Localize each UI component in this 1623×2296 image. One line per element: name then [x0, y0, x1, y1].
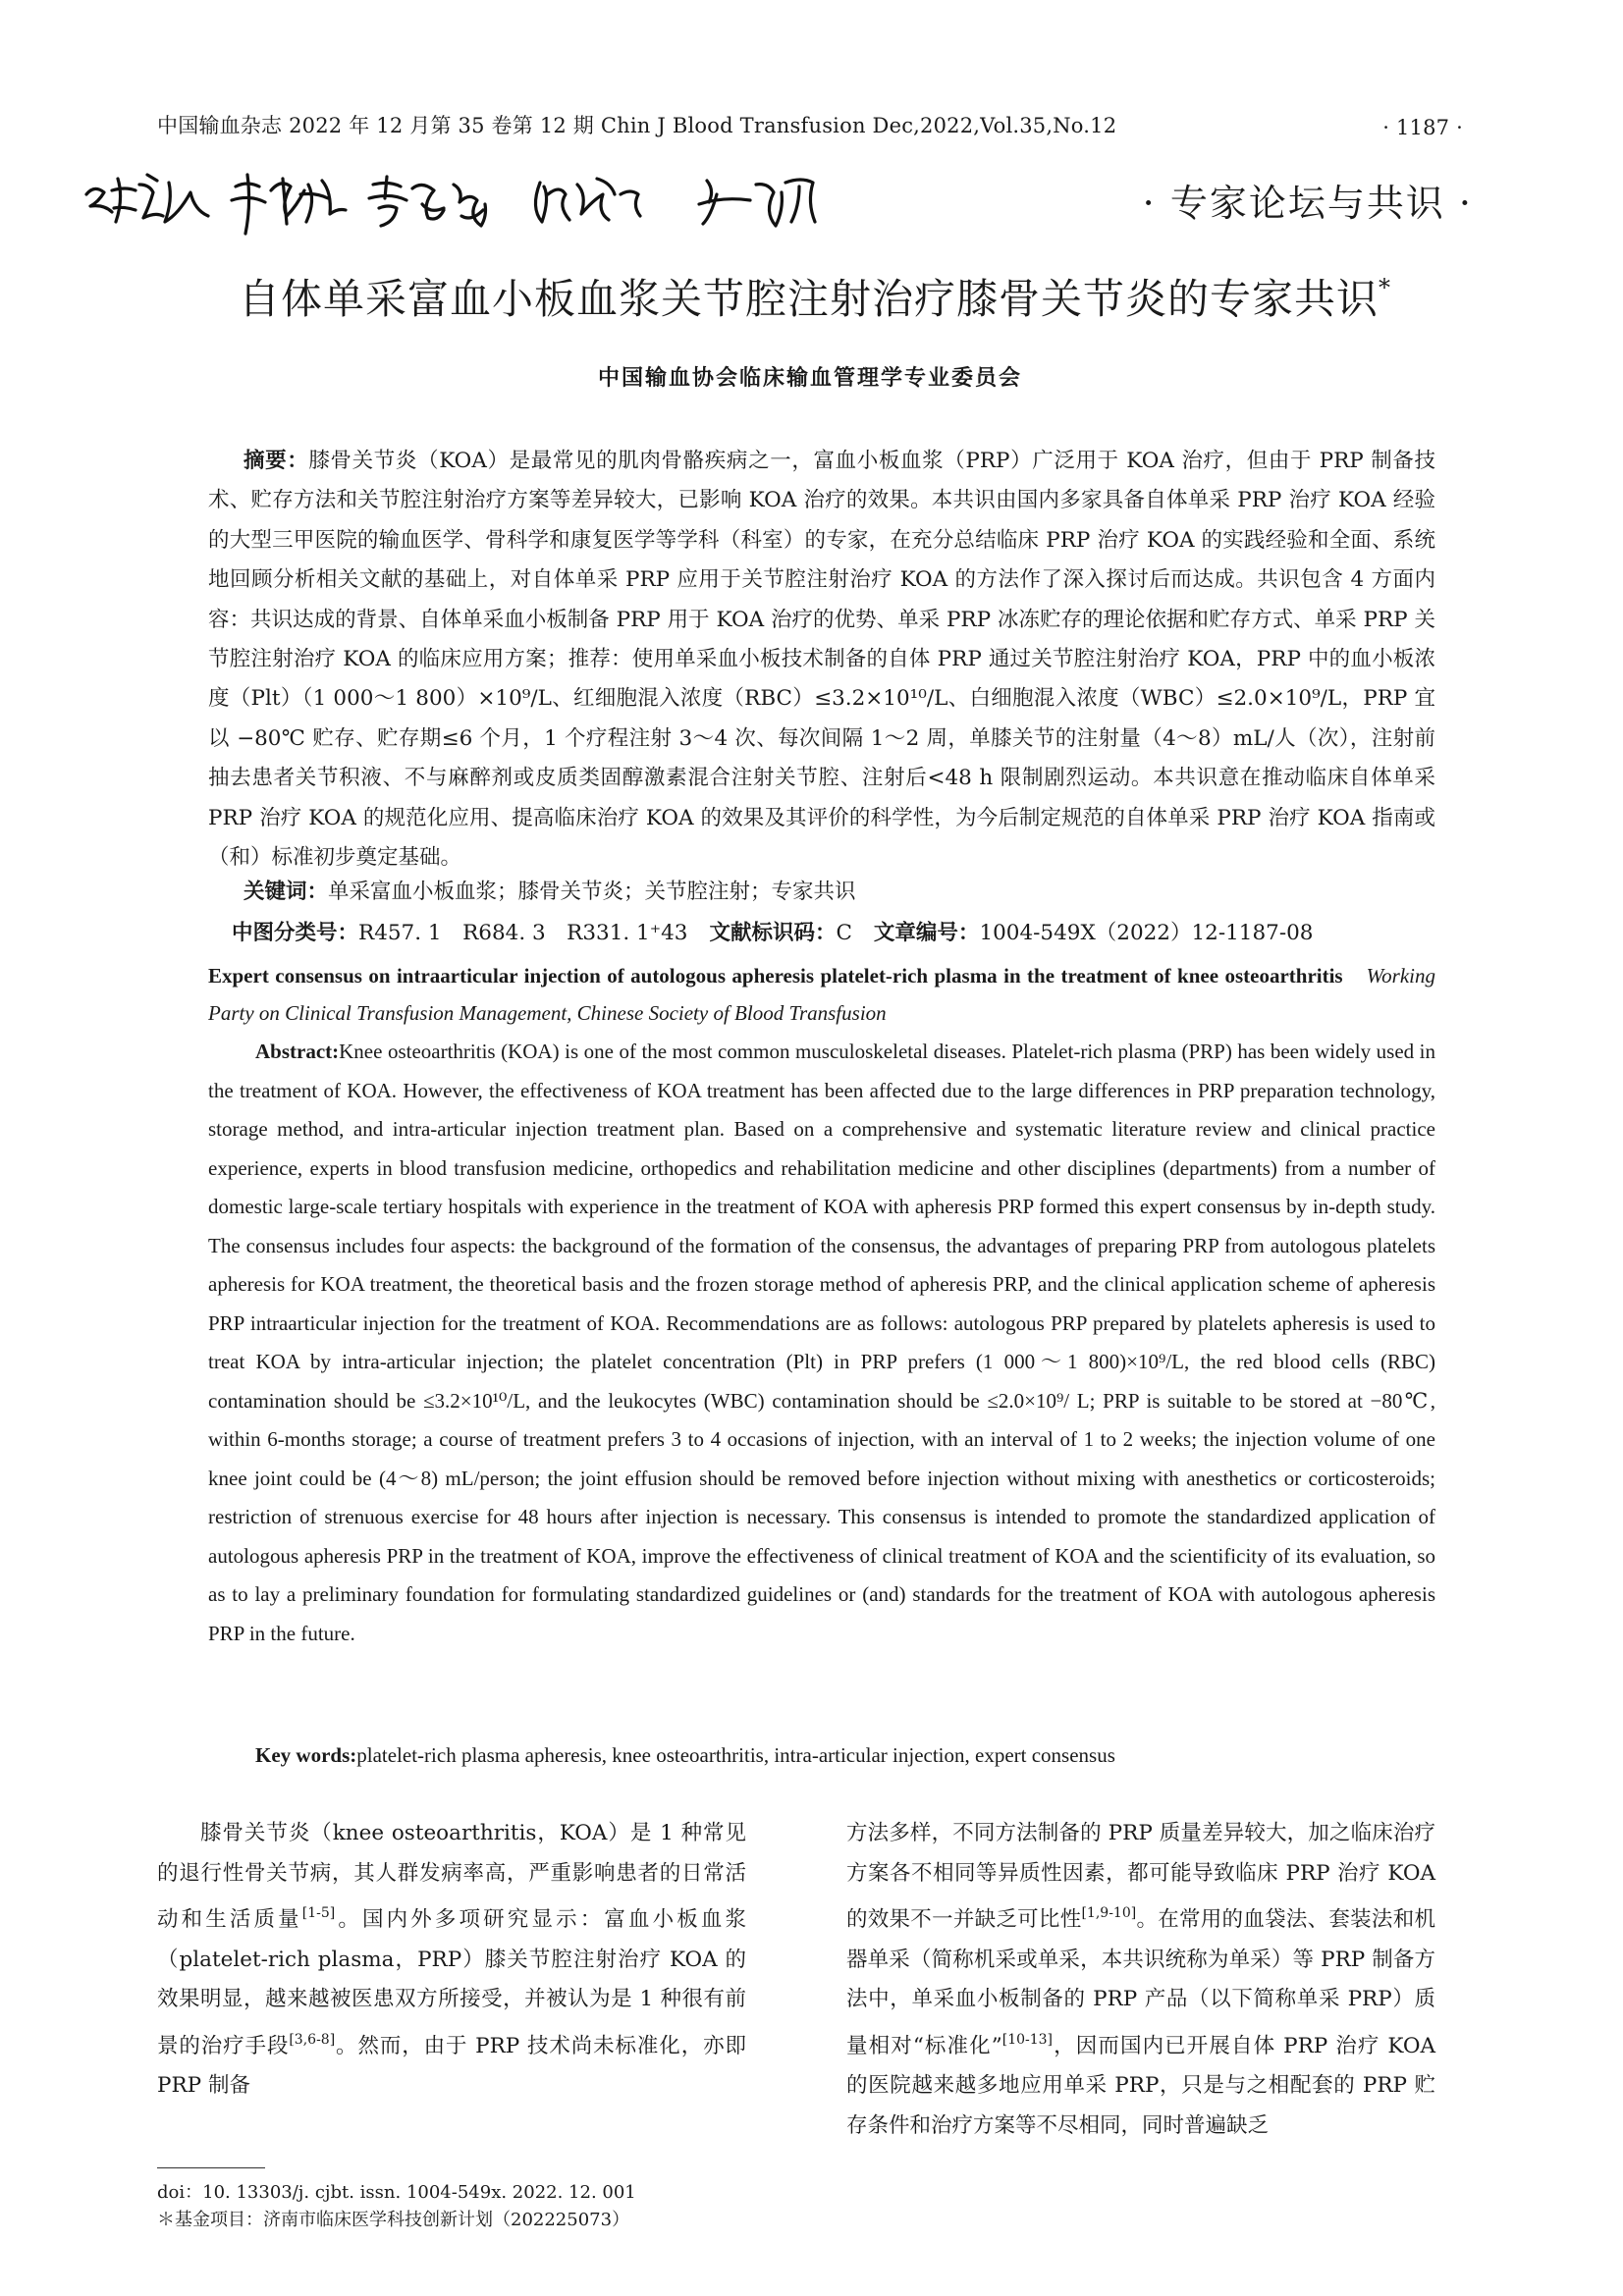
journal-line: 中国输血杂志 2022 年 12 月第 35 卷第 12 期 Chin J Blood Transfusion Dec,2022,Vol.35,No.12 [157, 114, 1117, 137]
page-number: · 1187 · [1382, 116, 1463, 139]
signature-3 [369, 177, 486, 226]
body-right-column [846, 1814, 1435, 2236]
abstract-cn-text: 膝骨关节炎（KOA）是最常见的肌肉骨骼疾病之一，富血小板血浆（PRP）广泛用于 KOA 治疗，但由于 PRP 制备技术、贮存方法和关节腔注射治疗方案等差异较大，已影响 KOA 治疗的效果。本共识由国内多家具备自体单采 PRP 治疗 KOA 经验的大型三甲医院的输血医学、骨科学和康复医学等学科（科室）的专家，在充分总结临床 PRP 治疗 KOA 的实践经验和全面、系统地回顾分析相关文献的基础上，对自体单采 PRP 应用于关节腔注射治疗 KOA 的方法作了深入探讨后而达成。共识包含 4 方面内容：共识达成的背景、自体单采血小板制备 PRP 用于 KOA 治疗的优势、单采 PRP 冰冻贮存的理论依据和贮存方式、单采 PRP 关节腔注射治疗 KOA 的临床应用方案；推荐：使用单采血小板技术制备的自体 PRP 通过关节腔注射治疗 KOA，PRP 中的血小板浓度（Plt）（1 000～1 800）×10⁹/L、红细胞混入浓度（RBC）≤3.2×10¹⁰/L、白细胞混入浓度（WBC）≤2.0×10⁹/L，PRP 宜以 −80℃ 贮存、贮存期≤6 个月，1 个疗程注射 3～4 次、每次间隔 1～2 周，单膝关节的注射量（4～8）mL/人（次），注射前抽去患者关节积液、不与麻醉剂或皮质类固醇激素混合注射关节腔、注射后<48 h 限制剧烈运动。本共识意在推动临床自体单采 PRP 治疗 KOA 的规范化应用、提高临床治疗 KOA 的效果及其评价的科学性，为今后制定规范的自体单采 PRP 治疗 KOA 指南或（和）标准初步奠定基础。 [208, 449, 1435, 871]
footnote-divider [157, 2167, 265, 2168]
body-left-text-2: 。国内外多项研究显示：富血小板血浆（platelet-rich plasma，PRP）膝关节腔注射治疗 KOA 的效果明显，越来越被医患双方所接受，并被认为是 1 种很有前景的治疗手段 [157, 1907, 746, 2058]
keywords-cn-label: 关键词： [243, 880, 329, 904]
body-left-column [157, 1814, 746, 2138]
article-title [147, 267, 1483, 326]
doc-code-value: C [836, 921, 852, 945]
citation: [1,9-10] [1081, 1905, 1137, 1921]
english-authors: Working Party on Clinical Transfusion Management, Chinese Society of Blood Transfusion [208, 964, 1435, 1025]
body-left-text-3: 。然而，由于 PRP 技术尚未标准化，亦即 PRP 制备 [157, 2033, 746, 2098]
footnotes [157, 2179, 746, 2258]
handwritten-signatures [79, 165, 923, 243]
signature-1 [86, 175, 208, 222]
article-number-label: 文章编号： [873, 921, 980, 945]
english-title-block [208, 957, 1435, 1036]
keywords-en [255, 1740, 1434, 1772]
article-number-value: 1004-549X（2022）12-1187-08 [979, 921, 1314, 945]
keywords-cn-text: 单采富血小板血浆；膝骨关节炎；关节腔注射；专家共识 [328, 880, 856, 904]
title-text: 自体单采富血小板血浆关节腔注射治疗膝骨关节炎的专家共识 [238, 275, 1379, 323]
signature-5 [699, 180, 815, 226]
abstract-cn-label: 摘要： [243, 449, 309, 473]
doi-line: doi：10. 13303/j. cjbt. issn. 1004-549x. 2022. 12. 001 [157, 2182, 636, 2203]
body-right-text-3: ，因而国内已开展自体 PRP 治疗 KOA 的医院越来越多地应用单采 PRP，只是与之相配套的 PRP 贮存条件和治疗方案等不尽相同，同时普遍缺乏 [846, 2033, 1435, 2138]
body-right-text-2: 。在常用的血袋法、套装法和机器单采（简称机采或单采，本共识统称为单采）等 PRP 制备方法中，单采血小板制备的 PRP 产品（以下简称单采 PRP）质量相对“标准化” [846, 1907, 1435, 2058]
abstract-en-text: Knee osteoarthritis (KOA) is one of the most common musculoskeletal diseases. Platelet-rich plasma (PRP) has been widely used in the treatment of KOA. However, the effectiveness of KOA treatment has been affected due to the large differences in PRP preparation technology, storage method, and intra-articular injection treatment plan. Based on a comprehensive and systematic literature review and clinical practice experience, experts in blood transfusion medicine, orthopedics and rehabilitation medicine and other disciplines (departments) from a number of domestic large-scale tertiary hospitals with experience in the treatment of KOA with apheresis PRP formed this expert consensus by in-depth study. The consensus includes four aspects: the background of the formation of the consensus, the advantages of preparing PRP from autologous platelets apheresis for KOA treatment, the theoretical basis and the frozen storage method of apheresis PRP, and the clinical application scheme of apheresis PRP intraarticular injection for the treatment of KOA. Recommendations are as follows: autologous PRP prepared by platelets apheresis is used to treat KOA by intra-articular injection; the platelet concentration (Plt) in PRP prefers (1 000～1 800)×10⁹/L, the red blood cells (RBC) contamination should be ≤3.2×10¹⁰/L, and the leukocytes (WBC) contamination should be ≤2.0×10⁹/ L; PRP is suitable to be stored at −80℃, within 6-months storage; a course of treatment prefers 3 to 4 occasions of injection, with an interval of 1 to 2 weeks; the injection volume of one knee joint could be (4～8) mL/person; the joint effusion should be removed before injection without mixing with anesthetics or corticosteroids; restriction of strenuous exercise for 48 hours after injection is necessary. This consensus is intended to promote the standardized application of autologous apheresis PRP in the treatment of KOA, improve the effectiveness of clinical treatment of KOA and the scientificity of its evaluation, so as to lay a preliminary foundation for formulating standardized guidelines or (and) standards for the treatment of KOA with autologous apheresis PRP in the future. [208, 1040, 1435, 1645]
body-left-text-1: 膝骨关节炎（knee osteoarthritis，KOA）是 1 种常见的退行性骨关节病，其人群发病率高，严重影响患者的日常活动和生活质量 [157, 1821, 746, 1932]
abstract-en [208, 1033, 1435, 1739]
title-footnote-mark: * [1379, 274, 1391, 301]
body-right-text-1: 方法多样，不同方法制备的 PRP 质量差异较大，加之临床治疗方案各不相同等异质性因素，都可能导致临床 PRP 治疗 KOA 的效果不一并缺乏可比性 [846, 1821, 1435, 1932]
citation: [1-5] [301, 1905, 336, 1921]
signature-4 [535, 179, 640, 222]
fund-line: ＊基金项目：济南市临床医学科技创新计划（202225073） [157, 2210, 630, 2230]
citation: [3,6-8] [289, 2031, 336, 2048]
keywords-en-label: Key words: [255, 1743, 357, 1767]
abstract-en-label: Abstract: [255, 1040, 340, 1063]
keywords-en-text: platelet-rich plasma apheresis, knee osteoarthritis, intra-articular injection, expert consensus [356, 1743, 1115, 1767]
author-organization: 中国输血协会临床输血管理学专业委员会 [597, 365, 1022, 391]
clc-value: R457. 1 R684. 3 R331. 1⁺43 [358, 921, 688, 945]
signature-2 [232, 175, 346, 234]
abstract-cn [208, 442, 1435, 871]
running-header [157, 110, 1463, 139]
classification-line [232, 918, 1430, 951]
section-label: · 专家论坛与共识 · [1142, 182, 1473, 225]
citation: [10-13] [1001, 2031, 1054, 2048]
keywords-cn [243, 877, 1432, 910]
english-title: Expert consensus on intraarticular injection of autologous apheresis platelet-rich plasma in the treatment of knee osteoarthritis [208, 964, 1343, 988]
clc-label: 中图分类号： [232, 921, 359, 945]
doc-code-label: 文献标识码： [709, 921, 837, 945]
